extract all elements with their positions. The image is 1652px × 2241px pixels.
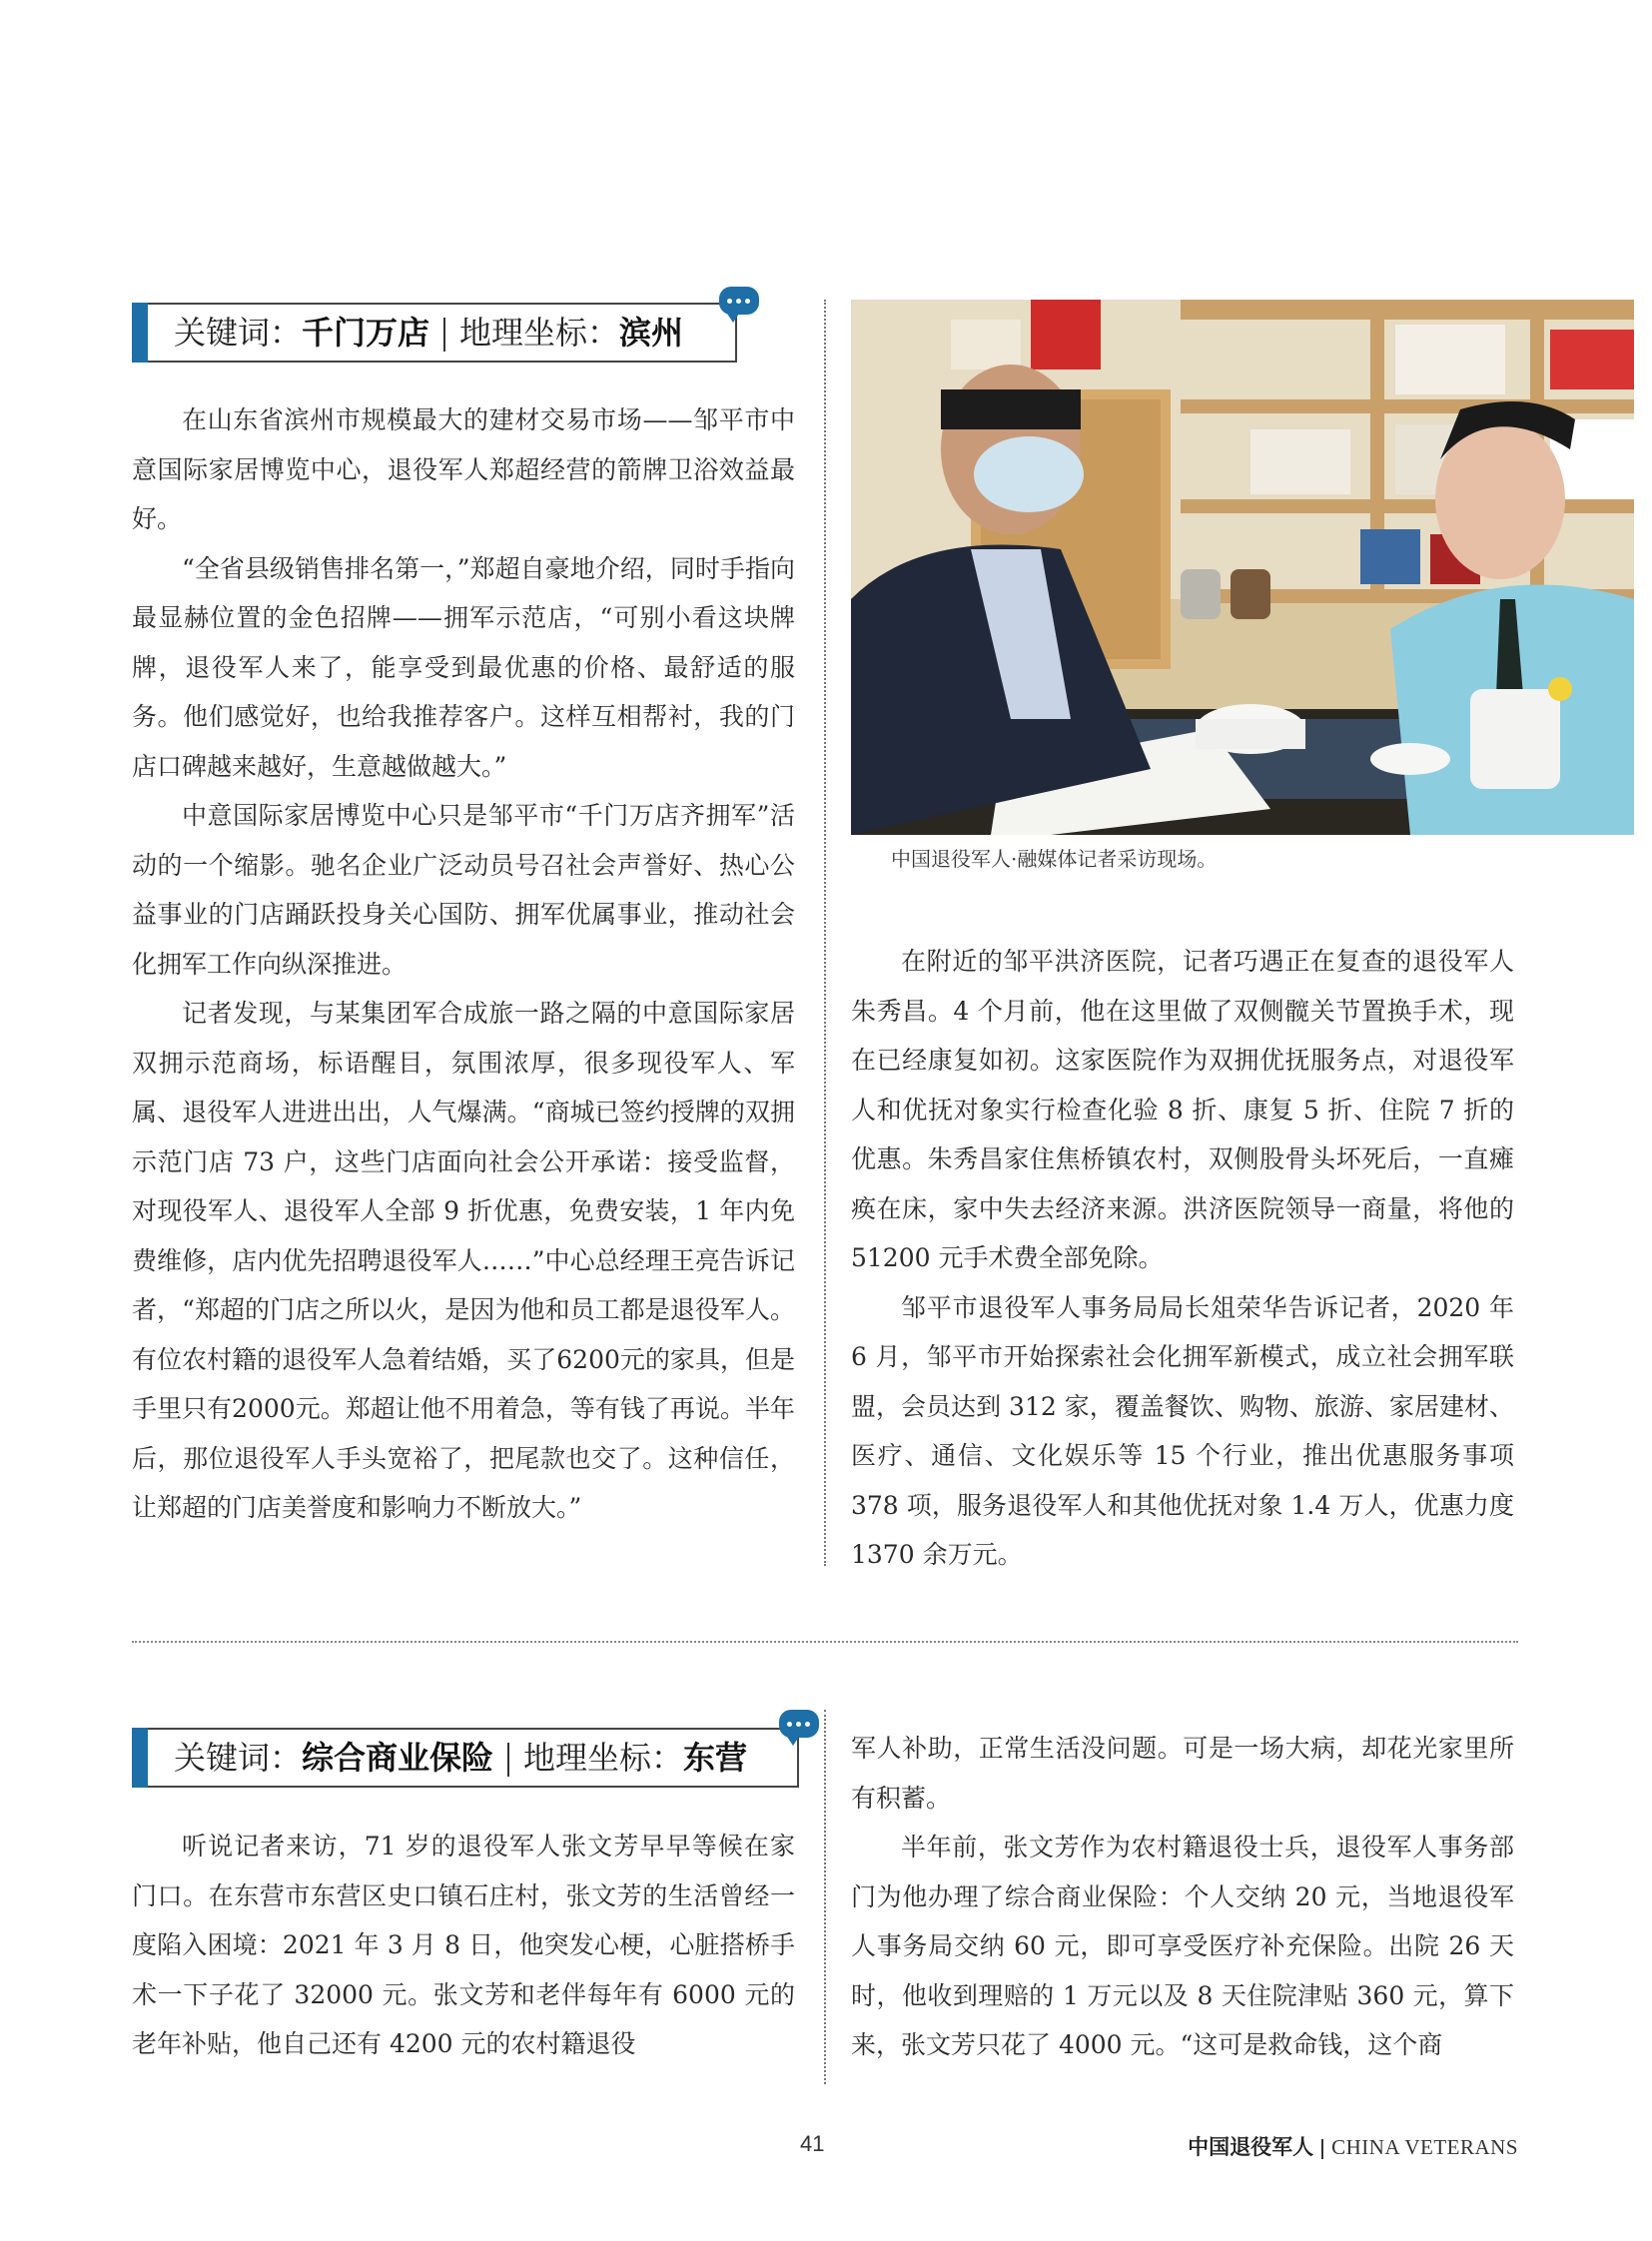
- magazine-name-cn: 中国退役军人: [1188, 2135, 1314, 2159]
- geo-label: 地理坐标：: [459, 314, 620, 352]
- keyword-box-text: [174, 1730, 747, 1786]
- keyword-box-accent-bar: [132, 1728, 148, 1788]
- magazine-name-en: CHINA VETERANS: [1331, 2135, 1518, 2159]
- keyword-label: 关键词：: [174, 314, 303, 352]
- section1-right-column: [851, 937, 1514, 1580]
- paragraph: 半年前，张文芳作为农村籍退役士兵，退役军人事务部门为他办理了综合商业保险：个人交纳 20 元，当地退役军人事务局交纳 60 元，即可享受医疗补充保险。出院 26 天时，他收到理赔的 1 万元以及 8 天住院津贴 360 元，算下来，张文芳只花了 4000 元。“这可是救命钱，这个商: [851, 1833, 1514, 2059]
- page-number: 41: [800, 2131, 825, 2156]
- section2-left-column: [132, 1822, 795, 2069]
- column-divider: [824, 1710, 826, 2084]
- magazine-footer: [1188, 2131, 1518, 2161]
- geo-value: 滨州: [619, 314, 684, 352]
- geo-value: 东营: [683, 1739, 748, 1777]
- keyword-label: 关键词：: [174, 1739, 303, 1777]
- section1-left-column: [132, 395, 795, 1533]
- photo-caption: 中国退役军人·融媒体记者采访现场。: [891, 847, 1218, 871]
- chat-bubble-icon: [719, 287, 759, 315]
- keyword-value: 千门万店: [302, 314, 430, 352]
- paragraph: 在山东省滨州市规模最大的建材交易市场——邹平市中意国际家居博览中心，退役军人郑超经营的箭牌卫浴效益最好。: [132, 405, 795, 533]
- paragraph: 听说记者来访，71 岁的退役军人张文芳早早等候在家门口。在东营市东营区史口镇石庄村，张文芳的生活曾经一度陷入困境：2021 年 3 月 8 日，他突发心梗，心脏搭桥手术一下子花了 32000 元。张文芳和老伴每年有 6000 元的老年补贴，他自己还有 4200 元的农村籍退役: [132, 1832, 795, 2058]
- keyword-divider: [443, 318, 445, 352]
- geo-label: 地理坐标：: [523, 1739, 684, 1777]
- chat-bubble-icon: [779, 1710, 819, 1738]
- paragraph: 邹平市退役军人事务局局长俎荣华告诉记者，2020 年 6 月，邹平市开始探索社会化拥军新模式，成立社会拥军联盟，会员达到 312 家，覆盖餐饮、购物、旅游、家居建材、医疗、通信、文化娱乐等 15 个行业，推出优惠服务事项 378 项，服务退役军人和其他优抚对象 1.4 万人，优惠力度 1370 余万元。: [851, 1292, 1514, 1569]
- keyword-divider: [507, 1743, 509, 1777]
- paragraph: 中意国际家居博览中心只是邹平市“千门万店齐拥军”活动的一个缩影。驰名企业广泛动员号召社会声誉好、热心公益事业的门店踊跃投身关心国防、拥军优属事业，推动社会化拥军工作向纵深推进。: [132, 801, 795, 979]
- keyword-box-text: [174, 305, 683, 361]
- section2-right-column: [851, 1724, 1514, 2070]
- keyword-value: 综合商业保险: [302, 1739, 494, 1777]
- footer-divider: [1321, 2139, 1323, 2159]
- keyword-box-binzhou: [132, 303, 737, 363]
- keyword-box-accent-bar: [132, 303, 148, 363]
- paragraph: 记者发现，与某集团军合成旅一路之隔的中意国际家居双拥示范商场，标语醒目，氛围浓厚，很多现役军人、军属、退役军人进进出出，人气爆满。“商城已签约授牌的双拥示范门店 73 户，这些门店面向社会公开承诺：接受监督，对现役军人、退役军人全部 9 折优惠，免费安装，1 年内免费维修，店内优先招聘退役军人……”中心总经理王亮告诉记者，“郑超的门店之所以火，是因为他和员工都是退役军人。有位农村籍的退役军人急着结婚，买了6200元的家具，但是手里只有2000元。郑超让他不用着急，等有钱了再说。半年后，那位退役军人手头宽裕了，把尾款也交了。这种信任，让郑超的门店美誉度和影响力不断放大。”: [132, 999, 795, 1522]
- interview-photo: [851, 300, 1634, 835]
- paragraph: “全省县级销售排名第一，”郑超自豪地介绍，同时手指向最显赫位置的金色招牌——拥军示范店，“可别小看这块牌牌，退役军人来了，能享受到最优惠的价格、最舒适的服务。他们感觉好，也给我推荐客户。这样互相帮衬，我的门店口碑越来越好，生意越做越大。”: [132, 553, 795, 781]
- paragraph: 在附近的邹平洪济医院，记者巧遇正在复查的退役军人朱秀昌。4 个月前，他在这里做了双侧髋关节置换手术，现在已经康复如初。这家医院作为双拥优抚服务点，对退役军人和优抚对象实行检查化验 8 折、康复 5 折、住院 7 折的优惠。朱秀昌家住焦桥镇农村，双侧股骨头坏死后，一直瘫痪在床，家中失去经济来源。洪济医院领导一商量，将他的 51200 元手术费全部免除。: [851, 947, 1514, 1272]
- interview-photo-illustration: [851, 300, 1634, 835]
- section-divider: [132, 1641, 1518, 1643]
- paragraph-continuation: 军人补助，正常生活没问题。可是一场大病，却花光家里所有积蓄。: [851, 1734, 1514, 1813]
- keyword-box-dongying: [132, 1728, 799, 1788]
- column-divider: [824, 300, 826, 1566]
